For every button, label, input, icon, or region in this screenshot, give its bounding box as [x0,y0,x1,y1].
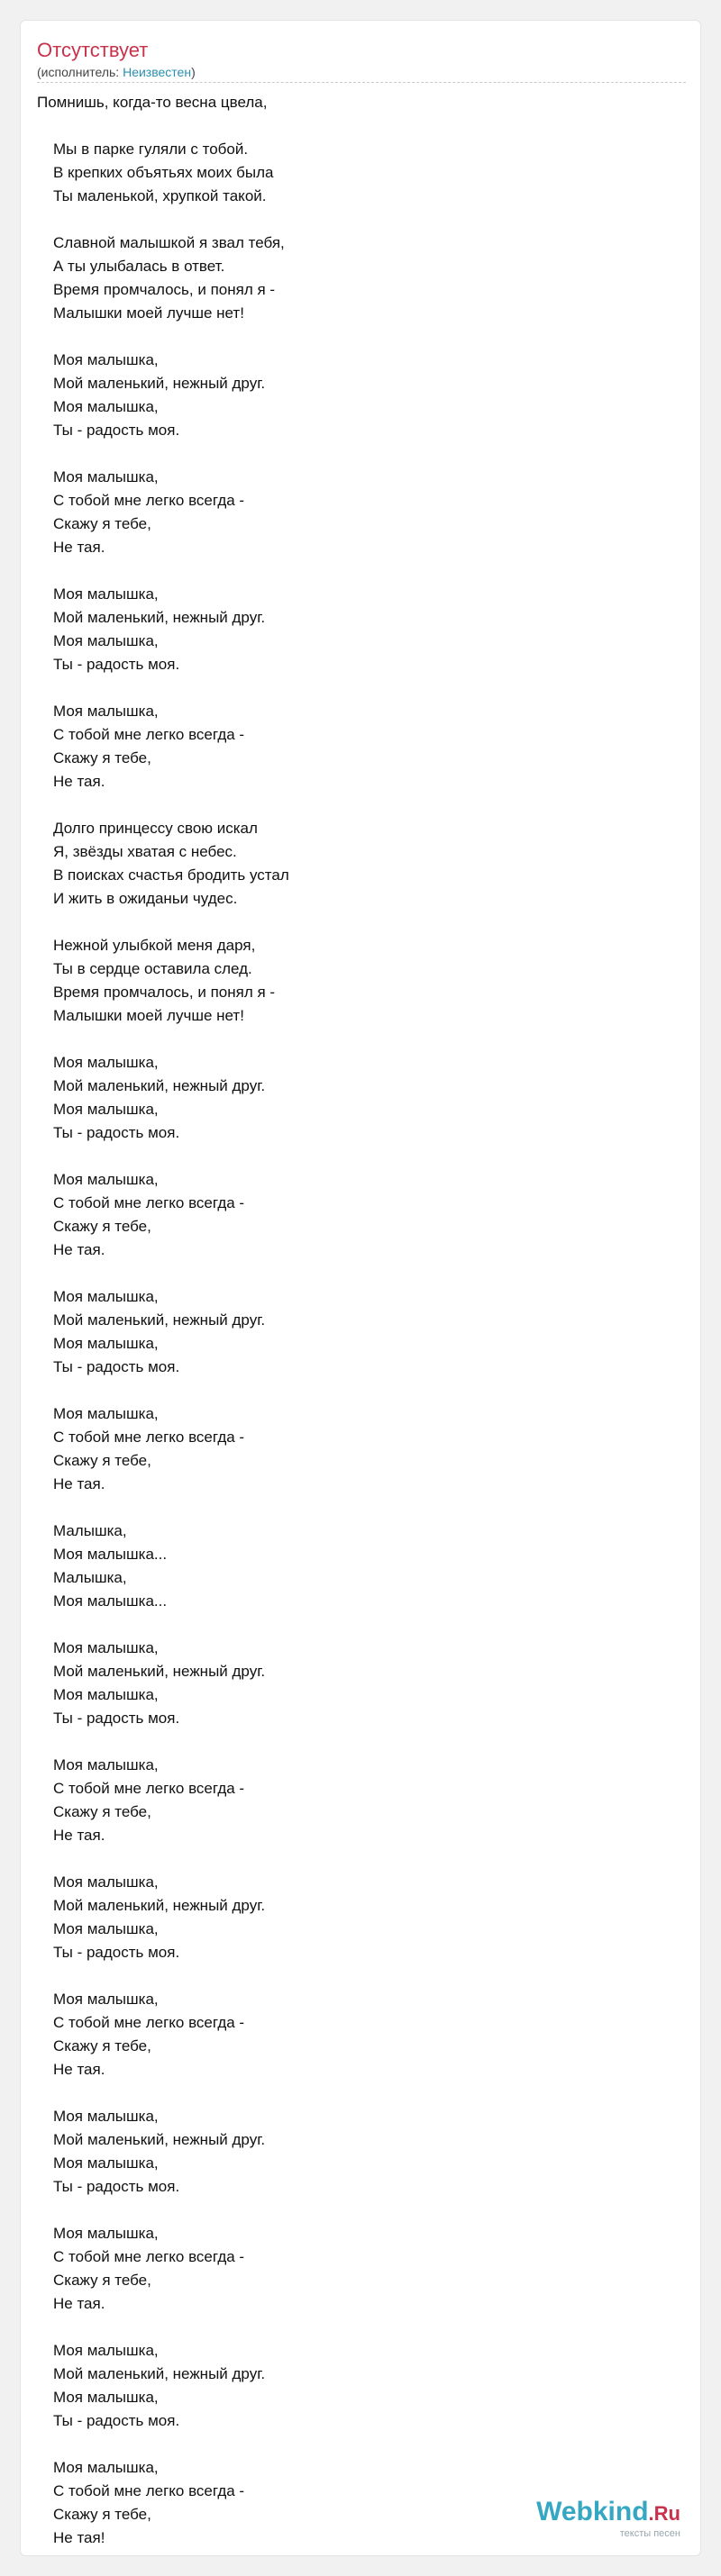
lyric-line: Скажу я тебе, [53,1452,151,1469]
lyric-line: Нежной улыбкой меня даря, [53,937,256,954]
lyric-line: Время промчалось, и понял я - [53,281,276,298]
stanza [37,466,686,559]
stanza [37,1519,686,1613]
lyric-line: Скажу я тебе, [53,2037,151,2054]
lyric-line: Моя малышка... [53,1546,168,1563]
lyric-line: Моя малышка, [53,1171,159,1188]
lyric-line: Моя малышка, [53,2225,159,2242]
lyric-line: Ты - радость моя. [53,1710,180,1727]
stanza [37,934,686,1028]
page-title: Отсутствует [37,39,149,61]
lyric-line: Моя малышка, [53,1639,159,1656]
lyric-line: Ты в сердце оставила след. [53,960,252,977]
lyric-line: Долго принцессу свою искал [53,820,258,837]
lyric-line: Моя малышка, [53,585,159,603]
lyric-line: Моя малышка, [53,2108,159,2125]
divider [37,82,686,83]
lyric-line: Моя малышка, [53,1920,159,1937]
lyric-line: Не тая. [53,2295,105,2312]
lyric-line: Не тая! [53,2529,105,2546]
lyric-line: Моя малышка, [53,1686,159,1703]
lyric-line: Моя малышка, [53,2459,159,2476]
lyric-line: Мой маленький, нежный друг. [53,375,266,392]
lyric-line: Моя малышка, [53,1405,159,1422]
lyric-line: В поисках счастья бродить устал [53,866,289,884]
page-header [37,39,686,80]
logo-tagline: тексты песен [619,2528,680,2539]
stanza [37,349,686,442]
lyric-line: Ты - радость моя. [53,1944,180,1961]
lyrics-body [37,91,686,2573]
lyric-line: Не тая. [53,539,105,556]
stanza [37,1168,686,1262]
lyric-line: Мой маленький, нежный друг. [53,1897,266,1914]
lyric-line: Моя малышка, [53,2389,159,2406]
lyric-line: Ты - радость моя. [53,2178,180,2195]
lyric-line: С тобой мне легко всегда - [53,2014,245,2031]
lyric-line: Время промчалось, и понял я - [53,984,276,1001]
stanza [37,1871,686,1964]
lyric-line: Моя малышка, [53,398,159,415]
stanza [37,91,686,114]
lyric-line: Мой маленький, нежный друг. [53,2365,266,2382]
lyric-line: Моя малышка, [53,351,159,368]
lyric-line: С тобой мне легко всегда - [53,1780,245,1797]
lyric-line: Малышки моей лучше нет! [53,304,244,322]
lyric-line: Скажу я тебе, [53,1803,151,1820]
lyric-line: В крепких объятьях моих была [53,164,274,181]
lyric-line: Славной малышкой я звал тебя, [53,234,285,251]
lyric-line: Не тая. [53,1827,105,1844]
lyric-line: Мой маленький, нежный друг. [53,1311,266,1329]
lyric-line: Мой маленький, нежный друг. [53,1663,266,1680]
stanza [37,2105,686,2199]
stanza [37,1637,686,1730]
lyric-line: Малышки моей лучше нет! [53,1007,244,1024]
stanza [37,1051,686,1145]
lyric-line: Скажу я тебе, [53,2506,151,2523]
lyric-line: Моя малышка, [53,468,159,485]
lyric-line: Ты - радость моя. [53,422,180,439]
lyric-line: Ты - радость моя. [53,2412,180,2429]
lyric-line: Ты маленькой, хрупкой такой. [53,187,267,204]
stanza [37,2339,686,2433]
lyric-line: С тобой мне легко всегда - [53,2248,245,2265]
logo-tld: .Ru [648,2502,680,2525]
lyric-line: Ты - радость моя. [53,1358,180,1375]
lyric-line: Малышка, [53,1569,127,1586]
lyric-line: Мой маленький, нежный друг. [53,2131,266,2148]
lyric-line: Моя малышка, [53,1288,159,1305]
stanza [37,2222,686,2316]
lyric-line: Моя малышка, [53,1873,159,1891]
lyric-line: Моя малышка, [53,2154,159,2172]
lyric-line: Ты - радость моя. [53,1124,180,1141]
logo-name: Webkind [536,2497,649,2526]
site-logo[interactable] [536,2499,680,2539]
lyric-line: Мой маленький, нежный друг. [53,1077,266,1094]
stanza [37,1754,686,1847]
lyric-line: Помнишь, когда-то весна цвела, [37,94,268,111]
lyric-line: С тобой мне легко всегда - [53,1194,245,1211]
stanza [37,1285,686,1379]
lyric-line: Моя малышка, [53,2342,159,2359]
artist-suffix: ) [191,65,196,79]
lyrics-card [20,20,701,2556]
lyric-line: С тобой мне легко всегда - [53,2482,245,2499]
lyric-line: Моя малышка, [53,1054,159,1071]
lyric-line: Скажу я тебе, [53,1218,151,1235]
lyric-line: Не тая. [53,2061,105,2078]
stanza [37,138,686,208]
lyric-line: Мы в парке гуляли с тобой. [53,141,249,158]
lyric-line: Не тая. [53,1475,105,1492]
stanza [37,231,686,325]
lyric-line: Моя малышка, [53,632,159,649]
lyric-line: Не тая. [53,1241,105,1258]
lyric-line: Скажу я тебе, [53,2272,151,2289]
lyric-line: Моя малышка, [53,1335,159,1352]
stanza [37,700,686,794]
lyric-line: Скажу я тебе, [53,515,151,532]
lyric-line: Мой маленький, нежный друг. [53,609,266,626]
lyric-line: С тобой мне легко всегда - [53,726,245,743]
lyric-line: Ты - радость моя. [53,656,180,673]
lyric-line: Не тая. [53,773,105,790]
lyric-line: Скажу я тебе, [53,749,151,766]
lyric-line: Малышка, [53,1522,127,1539]
stanza [37,817,686,911]
lyric-line: Моя малышка, [53,1756,159,1773]
stanza [37,1402,686,1496]
lyric-line: Я, звёзды хватая с небес. [53,843,237,860]
lyric-line: И жить в ожиданьи чудес. [53,890,238,907]
lyric-line: С тобой мне легко всегда - [53,492,245,509]
lyric-line: Моя малышка, [53,703,159,720]
lyric-line: Моя малышка, [53,1101,159,1118]
stanza [37,583,686,676]
lyric-line: С тобой мне легко всегда - [53,1429,245,1446]
artist-prefix: (исполнитель: [37,65,123,79]
lyric-line: Моя малышка, [53,1991,159,2008]
stanza [37,1988,686,2082]
artist-line [37,64,686,80]
lyric-line: Моя малышка... [53,1592,168,1610]
lyric-line: А ты улыбалась в ответ. [53,258,225,275]
artist-link[interactable]: Неизвестен [123,65,192,79]
